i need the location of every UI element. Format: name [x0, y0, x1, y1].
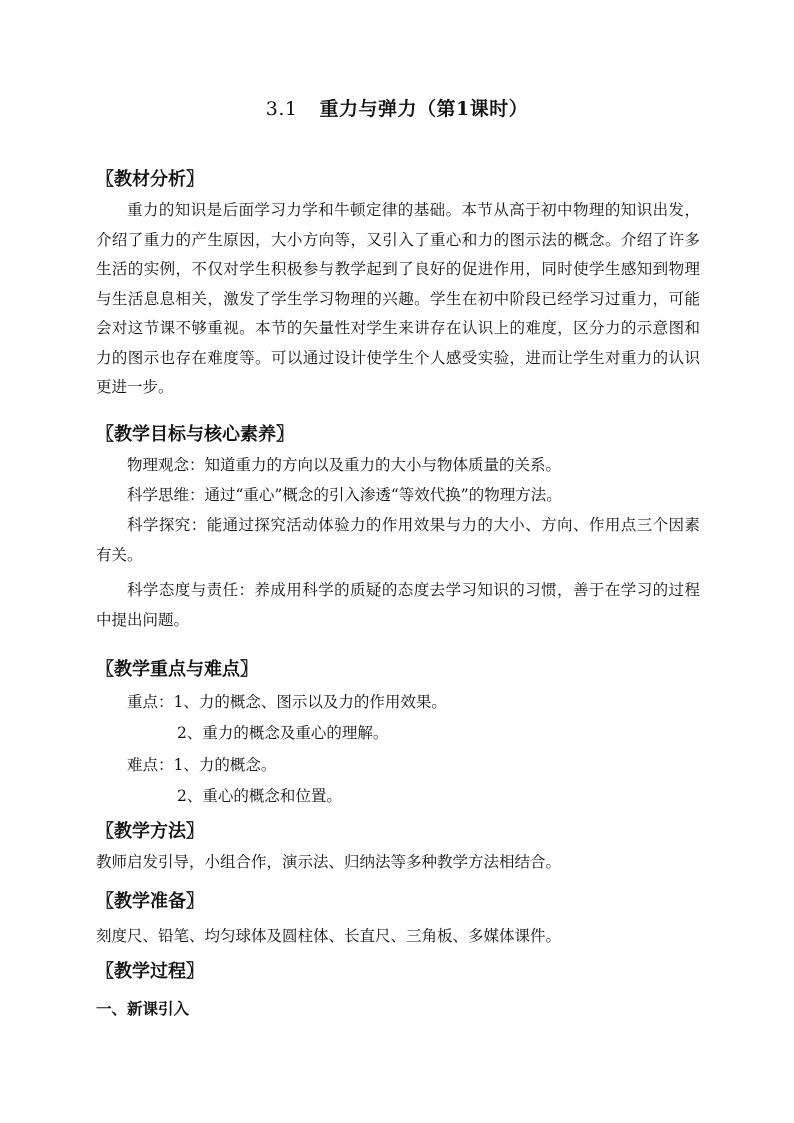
keypoint-2: 2、重力的概念及重心的理解。 [177, 724, 389, 742]
objective-scientific-thinking: 科学思维：通过“重心”概念的引入渗透“等效代换”的物理方法。 [127, 486, 562, 504]
preparation-text: 刻度尺、铅笔、均匀球体及圆柱体、长直尺、三角板、多媒体课件。 [96, 927, 562, 945]
heading-preparation: 〖教学准备〗 [96, 891, 204, 912]
keypoint-1: 重点：1、力的概念、图示以及力的作用效果。 [127, 693, 447, 711]
heading-objectives: 〖教学目标与核心素养〗 [96, 424, 294, 445]
difficulty-1: 难点：1、力的概念。 [127, 756, 277, 774]
objective-scientific-attitude: 科学态度与责任：养成用科学的质疑的态度去学习知识的习惯，善于在学习的过程中提出问题。 [96, 581, 700, 629]
heading-analysis: 〖教材分析〗 [96, 169, 204, 190]
lesson-number: 3.1 [265, 98, 298, 120]
objective-scientific-inquiry: 科学探究：能通过探究活动体验力的作用效果与力的大小、方向、作用点三个因素有关。 [96, 516, 700, 564]
heading-methods: 〖教学方法〗 [96, 821, 204, 842]
process-subheading: 一、新课引入 [96, 999, 190, 1018]
objective-physics-concept: 物理观念：知道重力的方向以及重力的大小与物体质量的关系。 [127, 456, 562, 474]
heading-process: 〖教学过程〗 [96, 961, 204, 982]
document-title [0, 94, 794, 121]
analysis-paragraph: 重力的知识是后面学习力学和牛顿定律的基础。本节从高于初中物理的知识出发，介绍了重力的产生原因，大小方向等，又引入了重心和力的图示法的概念。介绍了许多生活的实例，不仅对学生积极参与教学起到了良好的促进作用，同时使学生感知到物理与生活息息相关，激发了学生学习物理的兴趣。学生在初中阶段已经学习过重力，可能会对这节课不够重视。本节的矢量性对学生来讲存在认识上的难度，区分力的示意图和力的图示也存在难度等。可以通过设计使学生个人感受实验，进而让学生对重力的认识更进一步。 [96, 201, 700, 396]
difficulty-2: 2、重心的概念和位置。 [177, 787, 342, 805]
heading-keypoints: 〖教学重点与难点〗 [96, 659, 258, 680]
methods-text: 教师启发引导，小组合作，演示法、归纳法等多种教学方法相结合。 [96, 853, 562, 871]
lesson-title: 重力与弹力（第1课时） [319, 98, 529, 120]
